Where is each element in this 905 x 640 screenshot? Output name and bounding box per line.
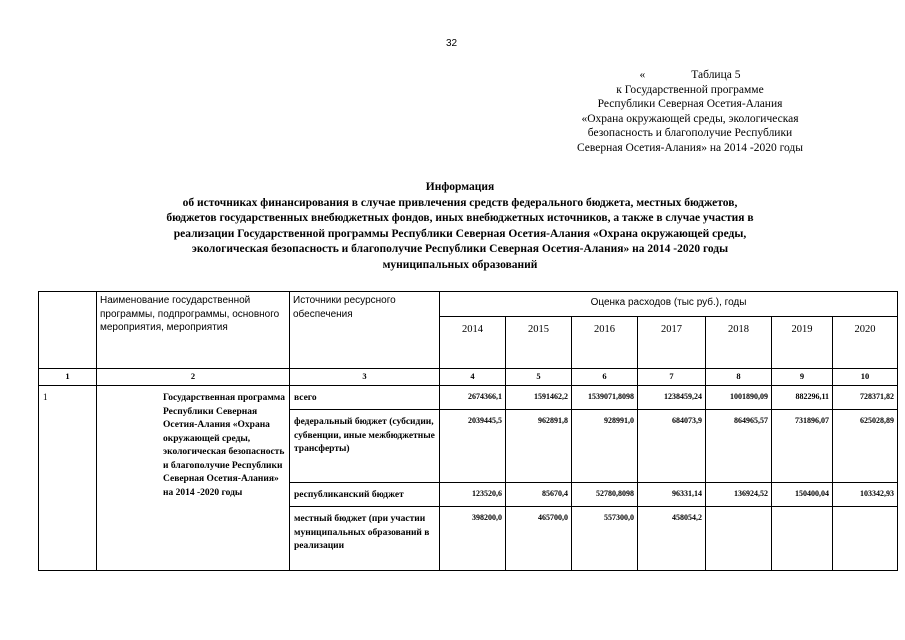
header-funding-source: Источники ресурсного обеспечения [290, 292, 440, 369]
value-cell: 962891,8 [506, 410, 572, 483]
funding-source-cell: федеральный бюджет (субсидии, субвенции, иные межбюджетные трансферты) [290, 410, 440, 483]
funding-source-cell: всего [290, 386, 440, 410]
value-cell: 1238459,24 [638, 386, 706, 410]
column-number: 6 [572, 369, 638, 386]
funding-table [38, 291, 898, 571]
column-number: 7 [638, 369, 706, 386]
heading-line: муниципальных образований [382, 258, 538, 271]
value-cell: 123520,6 [440, 483, 506, 507]
annex-line: к Государственной программе [616, 83, 764, 96]
value-cell: 85670,4 [506, 483, 572, 507]
table-row [39, 386, 898, 410]
column-number: 3 [290, 369, 440, 386]
heading-line: экологическая безопасность и благополучие Республики Северная Осетия-Алания» на 2014 -2020 годы [191, 243, 729, 255]
annex-reference [520, 68, 860, 155]
annex-line: Северная Осетия-Алания» на 2014 -2020 годы [576, 141, 804, 154]
year-header: 2014 [440, 317, 506, 369]
value-cell: 2674366,1 [440, 386, 506, 410]
column-number: 1 [39, 369, 97, 386]
heading-line: бюджетов государственных внебюджетных фондов, иных внебюджетных источников, а также в случае участия в [166, 212, 754, 224]
column-number: 10 [833, 369, 898, 386]
annex-line: Республики Северная Осетия-Алания [597, 98, 783, 110]
value-cell: 557300,0 [572, 507, 638, 571]
annex-quote-mark: « [639, 69, 646, 81]
value-cell: 2039445,5 [440, 410, 506, 483]
year-header: 2020 [833, 317, 898, 369]
funding-source-cell: местный бюджет (при участии муниципальных образований в реализации [290, 507, 440, 571]
value-cell [833, 507, 898, 571]
column-number: 5 [506, 369, 572, 386]
heading-line: об источниках финансирования в случае привлечения средств федерального бюджета, местных бюджетов, [182, 196, 738, 209]
value-cell: 882296,11 [772, 386, 833, 410]
document-heading [60, 180, 860, 273]
annex-line: «Охрана окружающей среды, экологическая [581, 112, 799, 125]
header-index-cell [39, 292, 97, 369]
value-cell: 1539071,8098 [572, 386, 638, 410]
value-cell: 398200,0 [440, 507, 506, 571]
column-number-row [39, 369, 898, 386]
value-cell: 103342,93 [833, 483, 898, 507]
year-header: 2017 [638, 317, 706, 369]
value-cell: 52780,8098 [572, 483, 638, 507]
value-cell: 728371,82 [833, 386, 898, 410]
value-cell: 864965,57 [706, 410, 772, 483]
row-index: 1 [39, 386, 97, 571]
year-header: 2016 [572, 317, 638, 369]
page-number: 32 [446, 38, 458, 49]
year-header: 2015 [506, 317, 572, 369]
column-number: 9 [772, 369, 833, 386]
annex-line: безопасность и благополучие Республики [587, 127, 793, 139]
value-cell: 684073,9 [638, 410, 706, 483]
value-cell: 465700,0 [506, 507, 572, 571]
value-cell: 150400,04 [772, 483, 833, 507]
value-cell: 928991,0 [572, 410, 638, 483]
program-name-cell: Государственная программа Республики Северная Осетия-Алания «Охрана окружающей среды, экологическая безопасность и благополучие Республики Северная Осетия-Алания» на 2014 -2020 годы [97, 386, 290, 571]
value-cell: 1591462,2 [506, 386, 572, 410]
annex-table-label: Таблица 5 [691, 69, 741, 81]
heading-title: Информация [425, 181, 495, 193]
year-header: 2018 [706, 317, 772, 369]
value-cell: 458054,2 [638, 507, 706, 571]
funding-source-cell: республиканский бюджет [290, 483, 440, 507]
column-number: 2 [97, 369, 290, 386]
value-cell: 96331,14 [638, 483, 706, 507]
column-number: 8 [706, 369, 772, 386]
header-expense-estimate: Оценка расходов (тыс руб.), годы [440, 292, 898, 317]
year-header: 2019 [772, 317, 833, 369]
header-program-name: Наименование государственной программы, подпрограммы, основного мероприятия, мероприятия [97, 292, 290, 369]
value-cell [706, 507, 772, 571]
value-cell: 136924,52 [706, 483, 772, 507]
value-cell: 625028,89 [833, 410, 898, 483]
value-cell [772, 507, 833, 571]
heading-line: реализации Государственной программы Республики Северная Осетия-Алания «Охрана окружающей среды, [173, 227, 747, 240]
value-cell: 1001890,09 [706, 386, 772, 410]
column-number: 4 [440, 369, 506, 386]
value-cell: 731896,07 [772, 410, 833, 483]
